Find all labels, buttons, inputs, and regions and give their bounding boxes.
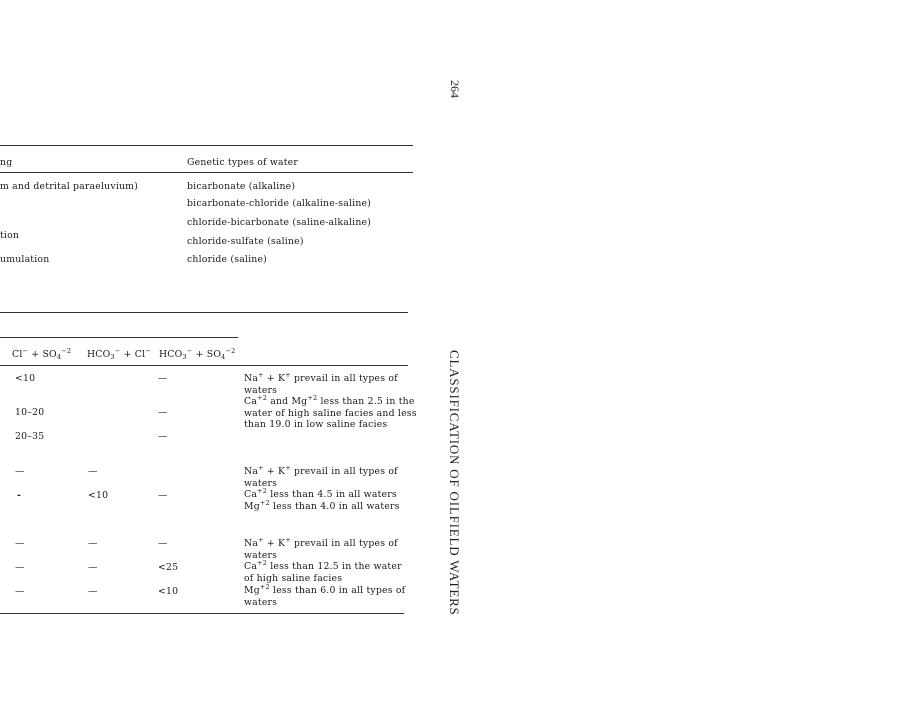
table2-note-group1: Na+ + K+ prevail in all types of waters $Ca^{+2}$ and $Mg^{+2}$ less than 2.5 in the water of high saline facies and less than 19.0 in low saline facies <box>244 371 417 430</box>
table2-bottom-rule <box>0 613 404 614</box>
table2-r8-c1: — <box>15 586 25 597</box>
table2-r8-c3: <10 <box>158 586 179 597</box>
table1-top-rule <box>0 145 413 146</box>
table1-row5-right: chloride (saline) <box>187 254 267 265</box>
table1-row3-right: chloride-bicarbonate (saline-alkaline) <box>187 217 372 228</box>
table2-r2-c1: 10–20 <box>15 407 45 418</box>
table2-r1-c3: — <box>158 373 168 384</box>
table2-note-group3: Na+ + K+ prevail in all types of waters $Ca^{+2}$ less than 12.5 in the water of high saline facies $Mg^{+2}$ less than 6.0 in all types of waters <box>244 536 406 608</box>
table2-r6-c3: — <box>158 538 168 549</box>
table2-header-col3: $HCO_3^- + SO_4^{-2}$ <box>159 347 236 361</box>
table1-row2-right: bicarbonate-chloride (alkaline-saline) <box>187 198 372 209</box>
table1-row4-right: chloride-sulfate (saline) <box>187 236 304 247</box>
table2-r4-c1: — <box>15 466 25 477</box>
table1-row4-left: tion <box>0 230 20 241</box>
table2-r7-c1: — <box>15 562 25 573</box>
table2-r6-c2: — <box>88 538 98 549</box>
table1-row1-left: m and detrital paraeluvium) <box>0 181 139 192</box>
table2-header-rule <box>0 365 408 366</box>
table2-r7-c2: — <box>88 562 98 573</box>
table2-r8-c2: — <box>88 586 98 597</box>
table2-r6-c1: — <box>15 538 25 549</box>
table2-r5-c2: <10 <box>88 490 109 501</box>
table2-r7-c3: <25 <box>158 562 179 573</box>
table2-r4-c2: — <box>88 466 98 477</box>
table2-top-rule <box>0 337 238 338</box>
table2-r3-c1: 20–35 <box>15 431 45 442</box>
table2-note-group2: Na+ + K+ prevail in all types of waters $Ca^{+2}$ less than 4.5 in all waters $Mg^{+2}$ less than 4.0 in all waters <box>244 464 400 512</box>
table2-r3-c3: — <box>158 431 168 442</box>
table1-row1-right: bicarbonate (alkaline) <box>187 181 296 192</box>
table2-r2-c3: — <box>158 407 168 418</box>
table2-r5-c3: — <box>158 490 168 501</box>
table1-row5-left: umulation <box>0 254 50 265</box>
table2-header-col2: $HCO_3^- + Cl^-$ <box>87 347 151 361</box>
table2-r1-c1: <10 <box>15 373 36 384</box>
table1-col1-header: ng <box>0 157 13 168</box>
table1-bottom-rule <box>0 312 408 313</box>
page-number: 264 <box>448 80 462 98</box>
table1-col2-header: Genetic types of water <box>187 157 299 168</box>
table1-header-rule <box>0 172 413 173</box>
table2-header-col1: $Cl^- + SO_4^{-2}$ <box>12 347 72 361</box>
running-title: CLASSIFICATION OF OILFIELD WATERS <box>447 350 462 616</box>
table2-r5-c1: - <box>17 490 22 501</box>
